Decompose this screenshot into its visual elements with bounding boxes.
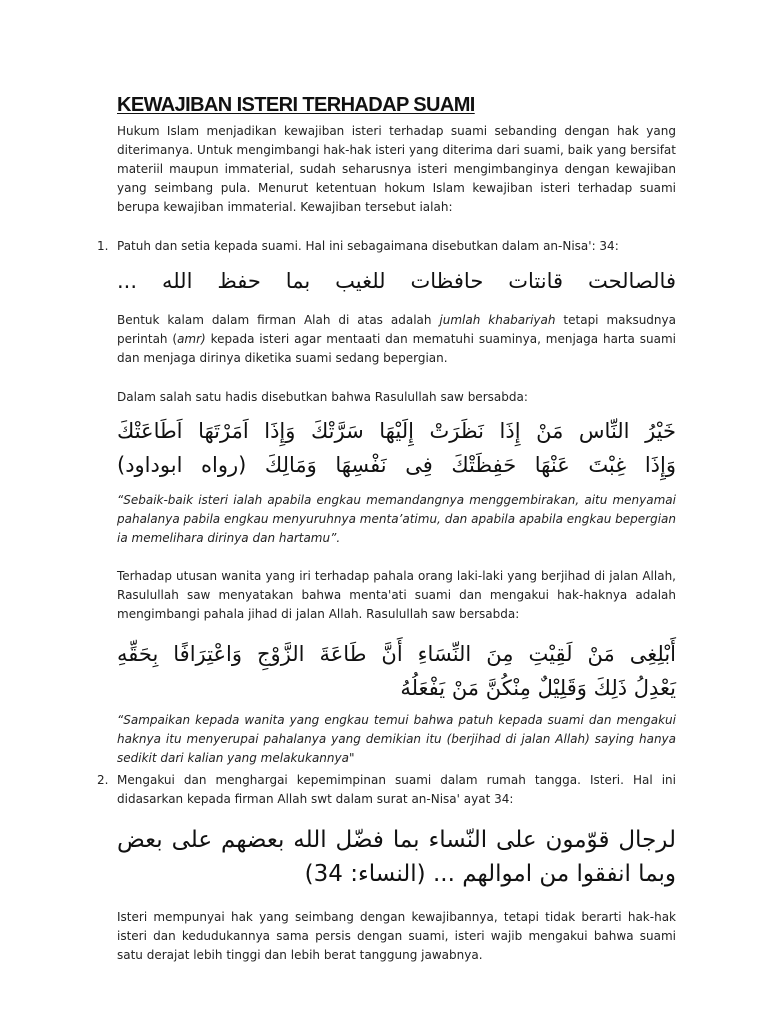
ayah-an-nisa-34-block	[117, 823, 676, 891]
hadith-line-2: وَإِذَا غِبْتَ عَنْهَا حَفِظَتْكَ فِى نَفْسِهَا وَمَالِكَ (رواه ابوداود)	[117, 453, 676, 477]
ayah-an-nisa-34-part1: فالصالحت قانتات حافظات للغيب بما حفظ الله ...	[117, 269, 676, 293]
hadith-line-1: خَيْرُ النِّاس مَنْ إِذَا نَظَرَتْ إِلَيْهَا سَرَّتْكَ وَإِذَا اَمَرْتَهَا اَطَاعَتْكَ	[117, 419, 676, 443]
jihad-paragraph: Terhadap utusan wanita yang iri terhadap pahala orang laki-laki yang berjihad di jalan Allah, Rasulullah saw menyatakan bahwa menta'ati suami dan mengakui hak-haknya adalah mengimbangi pahala jihad di jalan Allah. Rasulullah saw bersabda:	[117, 569, 676, 621]
list-number-2: 2.	[97, 773, 109, 787]
explain-term: jumlah khabariyah	[439, 313, 556, 327]
item1-text: Patuh dan setia kepada suami. Hal ini sebagaimana disebutkan dalam an-Nisa': 34:	[117, 239, 619, 253]
hadith-intro: Dalam salah satu hadis disebutkan bahwa Rasulullah saw bersabda:	[117, 390, 528, 404]
explain-post: kepada isteri agar mentaati dan mematuhi suaminya, menjaga harta suami dan menjaga dirinya diketika suami sedang bepergian.	[117, 332, 676, 365]
page-title: KEWAJIBAN ISTERI TERHADAP SUAMI	[117, 94, 475, 116]
closing-paragraph: Isteri mempunyai hak yang seimbang dengan kewajibannya, tetapi tidak berarti hak-hak isteri dan kedudukannya sama persis dengan suami, isteri wajib mengakui bahwa suami satu derajat lebih tinggi dan lebih berat tanggung jawabnya.	[117, 910, 676, 962]
document-page	[97, 92, 676, 965]
list-item-2	[97, 771, 676, 809]
explain-term-2: amr)	[177, 332, 206, 346]
explanation-paragraph	[117, 311, 676, 368]
hadith2-line-1: أَبْلِغِى مَنْ لَقِيْتِ مِنَ النِّسَاءِ أَنَّ طَاعَةَ الزَّوْجِ وَاعْتِرَافًا بِحَقِّهِ	[117, 642, 676, 666]
explain-mid: tetapi maksudnya perintah (	[117, 313, 676, 346]
hadith2-line-2: يَعْدِلُ ذَلِكَ وَقَلِيْلٌ مِنْكُنَّ مَنْ يَفْعَلُهُ	[400, 676, 676, 700]
hadith-arabic-block	[117, 414, 676, 482]
list-number-1: 1.	[97, 239, 109, 253]
hadith2-arabic-block	[117, 637, 676, 705]
explain-pre: Bentuk kalam dalam firman Alah di atas adalah	[117, 313, 440, 327]
ayah-line-2: وبما انفقوا من اموالهم ... (النساء: 34)	[304, 861, 676, 887]
item2-text: Mengakui dan menghargai kepemimpinan suami dalam rumah tangga. Isteri. Hal ini didasarkan kepada firman Allah swt dalam surat an-Nisa' ayat 34:	[117, 773, 676, 806]
intro-paragraph: Hukum Islam menjadikan kewajiban isteri terhadap suami sebanding dengan hak yang diterimanya. Untuk mengimbangi hak-hak isteri yang diterima dari suami, baik yang bersifat materiil maupun immaterial, sudah seharusnya isteri mengimbanginya dengan kewajiban yang seimbang pula. Menurut ketentuan hokum Islam kewajiban isteri terhadap suami berupa kewajiban immaterial. Kewajiban tersebut ialah:	[117, 124, 676, 214]
hadith2-translation: “Sampaikan kepada wanita yang engkau temui bahwa patuh kepada suami dan mengakui haknya itu menyerupai pahalanya yang demikian itu (berjihad di jalan Allah) saying hanya sedikit dari kalian yang melakukannya"	[117, 713, 676, 765]
list-item-1	[97, 237, 676, 256]
hadith-translation: “Sebaik-baik isteri ialah apabila engkau memandangnya menggembirakan, aitu menyamai pahalanya pabila engkau menyuruhnya menta’atimu, dan apabila apabila engkau bepergian ia memelihara dirinya dan hartamu”.	[117, 493, 676, 545]
ayah-line-1: لرجال قوّمون على النّساء بما فضّل الله بعضهم على بعض	[117, 827, 676, 853]
